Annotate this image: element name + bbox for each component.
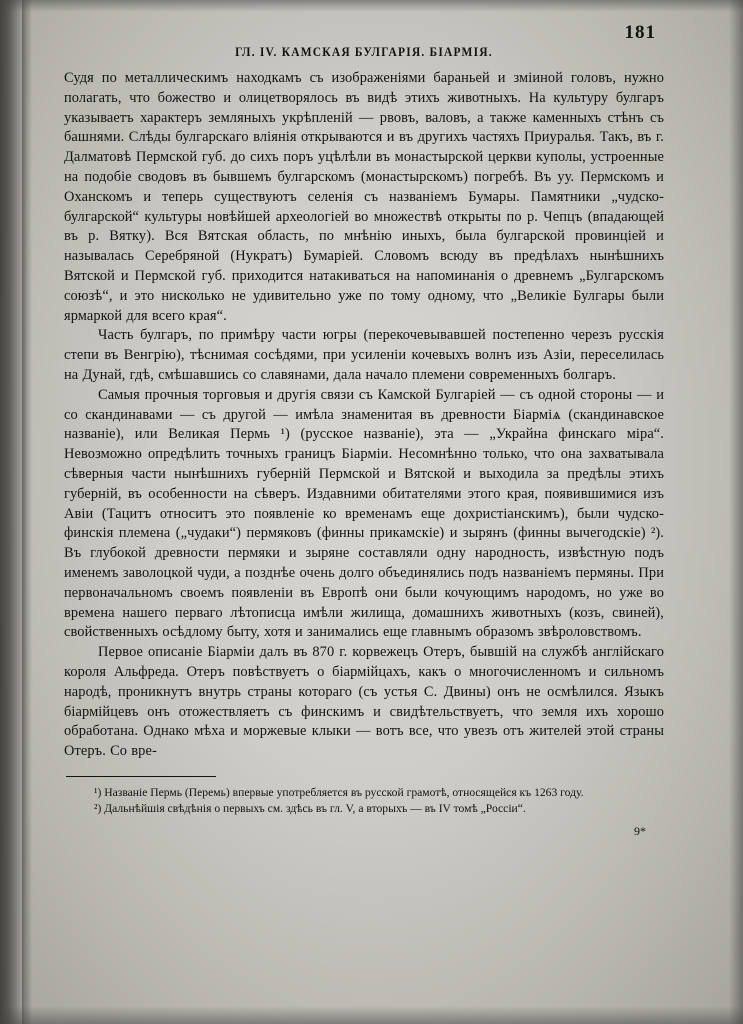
footnote: ²) Дальнѣйшія свѣдѣнія о первыхъ см. здѣсь въ гл. V, а вторыхъ — въ IV томѣ „Россіи“. (94, 802, 526, 816)
running-head: ГЛ. IV. КАМСКАЯ БУЛГАРІЯ. БІАРМІЯ. (235, 46, 493, 60)
page-top-shadow (0, 0, 743, 12)
footnotes (64, 785, 664, 818)
page-content (64, 22, 664, 839)
book-gutter-shadow (22, 0, 32, 1024)
signature-mark: 9* (634, 823, 646, 838)
paragraph: Самыя прочныя торговыя и другія связи съ Камской Булгаріей — съ одной стороны — и со скандинавами — съ другой — имѣла знаменитая въ древности Біарміѧ (скандинавское названіе), или Великая Пермь ¹) (русское названіе), эта — „Украйна финскаго міра“. Невозможно опредѣлить точныхъ границъ Біарміи. Несомнѣнно только, что она захватывала сѣверныя части нынѣшнихъ губерній Пермской и Вятской и выходила за предѣлы этихъ губерній, въ особенности на сѣверъ. Издавними обитателями этого края, появившимися изъ Авіи (Тацитъ относитъ это появленіе ко временамъ еще дохристіанскимъ), были чудско-финскія племена („чудаки“) пермяковъ (финны прикамскіе) и зырянъ (финны вычегодскіе) ²). Въ глубокой древности пермяки и зыряне составляли одну народность, извѣстную подъ именемъ заволоцкой чуди, а позднѣе очень долго объединялись подъ названіемъ пермяны. При первоначальномъ своемъ появленіи въ Европѣ они были кочующимъ народомъ, но уже во времена нашего перваго лѣтописца имѣли жилища, домашнихъ животныхъ (козъ, свиней), свойственныхъ осѣдлому быту, хотя и занимались еще главнымъ образомъ звѣроловствомъ. (64, 386, 664, 641)
footnote-separator (66, 776, 216, 777)
page-right-shadow (729, 0, 743, 1024)
body-text (64, 69, 664, 762)
paragraph: Судя по металлическимъ находкамъ съ изображеніями бараньей и зміиной головъ, нужно полагать, что божество и олицетворялось въ видѣ этихъ животныхъ. На культуру булгаръ указываетъ характеръ земляныхъ укрѣпленій — рвовъ, валовъ, а также каменныхъ стѣнъ съ башнями. Слѣды булгарскаго вліянія открываются и въ другихъ частяхъ Приуралья. Такъ, въ г. Далматовѣ Пермской губ. до сихъ поръ уцѣлѣли въ монастырской церкви куполы, устроенные на подобіе сводовъ въ бывшемъ булгарскомъ (монастырскомъ) погребѣ. Въ уу. Пермскомъ и Оханскомъ и теперь существуютъ селенія съ названіемъ Бумары. Памятники „чудско-булгарской“ культуры новѣйшей археологіей во множествѣ открыты по р. Чепцъ (впадающей въ р. Вятку). Вся Вятская область, по мнѣнію иныхъ, была булгарской провинціей и называлась Серебряной (Нукратъ) Бумаріей. Словомъ всюду въ предѣлахъ нынѣшнихъ Вятской и Пермской губ. приходится натакиваться на напоминанія о древнемъ „Булгарскомъ союзѣ“, и это нисколько не удивительно уже по тому одному, что „Великіе Булгары были ярмаркой для всего края“. (64, 70, 664, 324)
footnote: ¹) Названіе Пермь (Перемь) впервые употребляется въ русской грамотѣ, относящейся къ 1263 году. (94, 785, 584, 799)
page-number: 181 (624, 22, 656, 43)
paragraph: Первое описаніе Біарміи далъ въ 870 г. корвежецъ Отеръ, бывшій на службѣ англійскаго короля Альфреда. Отеръ повѣствуетъ о біармійцахъ, какъ о многочисленномъ и сильномъ народѣ, проникнутъ внутрь страны котораго (съ устья С. Двины) онъ не осмѣлился. Языкъ біармійцевъ онъ отожествляетъ съ финскимъ и свидѣтельствуетъ, что земля ихъ хорошо обработана. Однако мѣха и моржевые клыки — вотъ все, что увезъ отъ жителей этой страны Отеръ. Со вре- (64, 644, 664, 760)
paragraph: Часть булгаръ, по примѣру части югры (перекочевывавшей постепенно черезъ русскія степи въ Венгрію), тѣснимая сосѣдями, при усиленіи кочевыхъ волнъ изъ Азіи, переселилась на Дунай, гдѣ, смѣшавшись со славянами, дала начало племени современныхъ болгаръ. (64, 327, 664, 383)
page-bottom-shadow (0, 1006, 743, 1024)
